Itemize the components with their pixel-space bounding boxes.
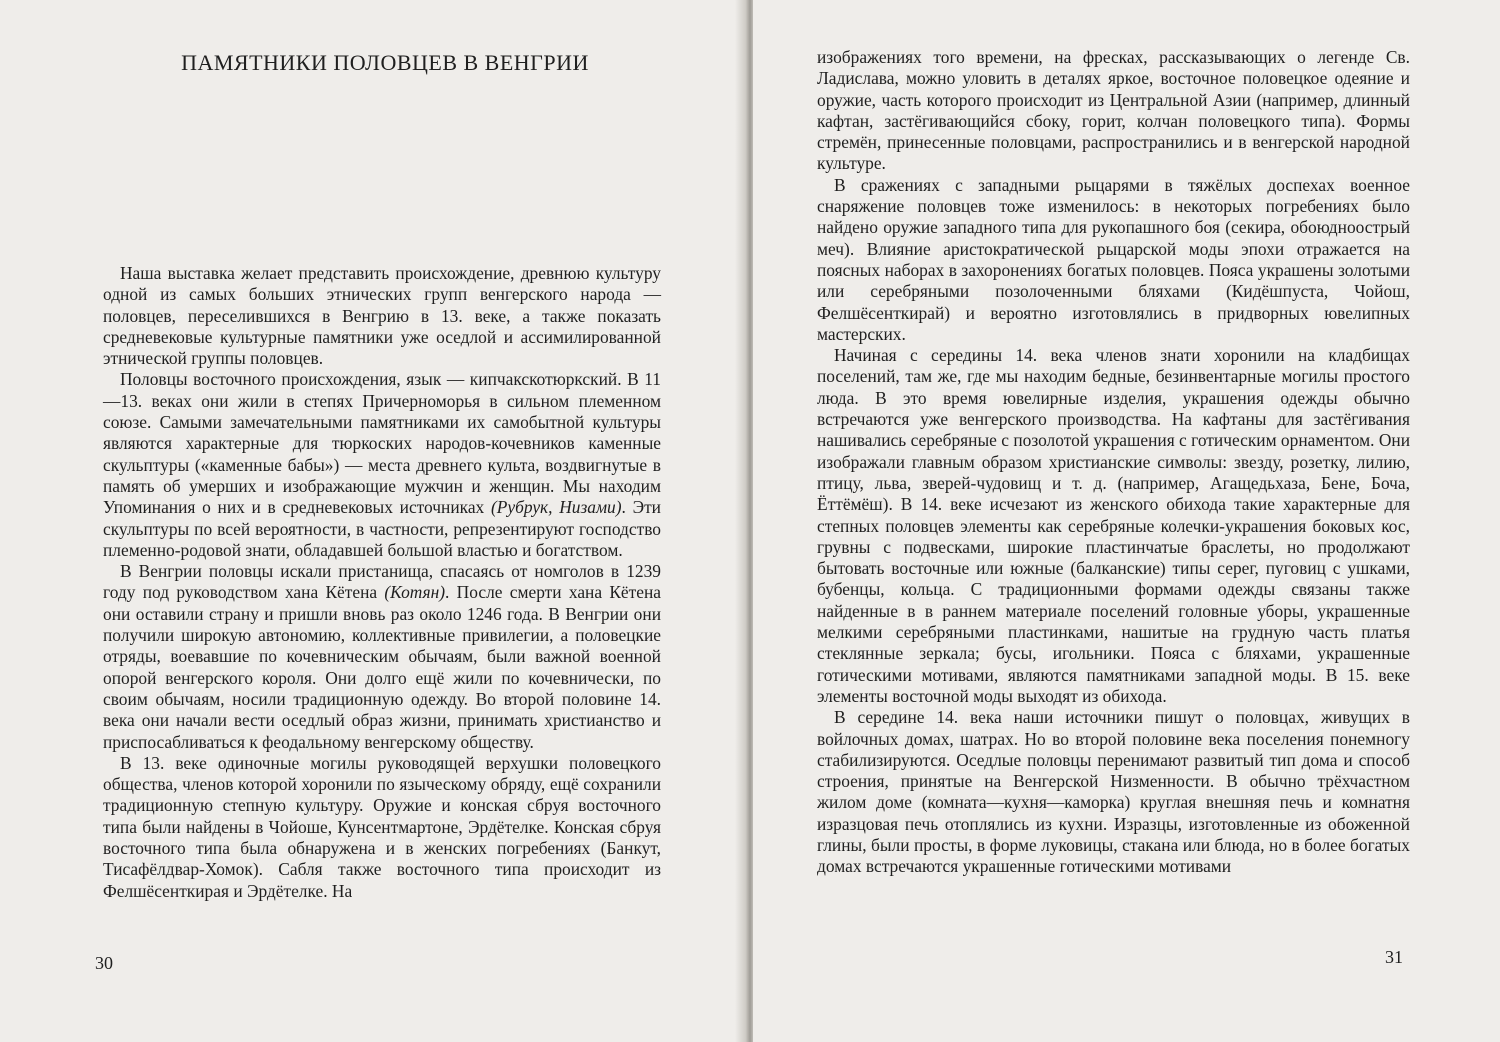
source-citation: (Рубрук, Низами) [490,497,622,518]
page-title: ПАМЯТНИКИ ПОЛОВЦЕВ В ВЕНГРИИ [181,50,589,75]
paragraph: изображениях того времени, на фресках, рассказывающих о легенде Св. Ладислава, можно уловить в деталях яркое, восточное половецкое одеяние и оружие, часть которого происходит из Центральной Азии (например, длинный кафтан, застёгивающийся сбоку, горит, колчан половецкого типа). Формы стремён, принесенные половцами, распространились и в венгерской народной культуре. [817,47,1410,174]
page-number: 31 [1385,947,1403,967]
paragraph [103,561,661,753]
paragraph: В сражениях с западными рыцарями в тяжёлых доспехах военное снаряжение половцев тоже изменилось: в некоторых погребениях было найдено оружие западного типа для рукопашного боя (секира, обоюдноострый меч). Влияние аристократической рыцарской моды эпохи отражается на поясных наборах в захоронениях богатых половцев. Пояса украшены золотыми или серебряными позолоченными бляхами (Кидёшпуста, Чойош, Фелшёсенткирай) и вероятно изготовлялись в придворных ювелипных мастерских. [817,174,1410,344]
paragraph [103,369,661,561]
paragraph: Наша выставка желает представить происхождение, древнюю культуру одной из самых больших этнических групп венгерского народа — половцев, переселившихся в Венгрию в 13. веке, а также показать средневековые культурные памятники уже оседлой и ассимилированной этнической группы половцев. [103,263,661,369]
paragraph: В 13. веке одиночные могилы руководящей верхушки половецкого общества, членов которой хоронили по языческому обряду, ещё сохранили традиционную степную культуру. Оружие и конская сбруя восточного типа были найдены в Чойоше, Кунсентмартоне, Эрдётелке. Конская сбруя восточного типа была обнаружена и в женских погребениях (Банкут, Тисафёлдвар-Хомок). Сабля также восточного типа происходит из Фелшёсенткирая и Эрдётелке. На [103,752,661,901]
paragraph: Начиная с середины 14. века членов знати хоронили на кладбищах поселений, там же, где мы находим бедные, безинвентарные могилы простого люда. В это время ювелирные изделия, украшения одежды обычно встречаются уже венгерского производства. На кафтаны для застёгивания нашивались серебряные с позолотой украшения с готическим орнаментом. Они изображали главным образом христианские символы: звезду, розетку, лилию, птицу, льва, зверей-чудовищ и т. д. (например, Агащедьхаза, Бене, Боча, Ёттёмёш). В 14. веке исчезают из женского обихода такие характерные для степных половцев элементы как серебряные колечки-украшения боковых кос, грувны с подвесками, широкие пластинчатые браслеты, но продолжают бытовать восточные или южные (балканские) типы серег, пуговиц с ушками, бубенцы, кольца. С традиционными формами одежды связаны также найденные в в раннем материале поселений головные уборы, украшенные мелкими серебряными пластинками, нашитые на грудную часть платья стеклянные зеркала; бусы, игольники. Пояса с бляхами, украшенные готическими мотивами, являются памятниками западной моды. В 15. веке элементы восточной моды выходят из обихода. [817,345,1410,706]
paragraph-text: . После смерти хана Кётена они оставили страну и пришли вновь раз около 1246 года. В Венгрии они получили широкую автономию, коллективные привилегии, а половецкие отряды, воевавшие по кочевническим обычаям, были важной военной опорой венгерского короля. Они долго ещё жили по кочевнически, по своим обычаям, носили традиционную одежду. Во второй половине 14. века они начали вести оседлый образ жизни, принимать христианство и приспосабливаться к феодальному венгерскому обществу. [103,582,661,752]
paragraph: В середине 14. века наши источники пишут о половцах, живущих в войлочных домах, шатрах. Но во второй половине века поселения понемногу стабилизируются. Оседлые половцы перенимают развитый тип дома и способ строения, принятые на Венгерской Низменности. В обычно трёхчастном жилом доме (комната—кухня—каморка) круглая внешняя печь и комнатня изразцовая печь отоплялись из кухни. Изразцы, изготовленные из обоженной глины, были просты, в форме луковицы, стакана или блюда, но в более богатых домах встречаются украшенные готическими мотивами [817,707,1410,877]
paragraph-text: В Венгрии половцы искали пристанища, спасаясь от номголов в 1239 году под руководством хана Кётена [103,561,661,603]
left-text-column [103,263,661,902]
paragraph-text: . Эти скульптуры по всей вероятности, в частности, репрезентируют господство племенно-родовой знати, обладавшей большой властью и богатством. [103,497,661,560]
right-text-column [817,47,1410,878]
name-variant: (Котян) [384,582,446,603]
page-number: 30 [95,953,113,973]
left-page [0,0,745,1042]
paragraph-text: Половцы восточного происхождения, язык — кипчакскотюркский. В 11—13. веках они жили в степях Причерноморья в сильном племенном союзе. Самыми замечательными памятниками их самобытной культуры являются характерные для тюркоских народов-кочевников каменные скульптуры («каменные бабы») — места древнего культа, воздвигнутые в память об умерших и изображающие мужчин и женщин. Мы находим Упоминания о них и в средневековых источниках [103,369,661,518]
